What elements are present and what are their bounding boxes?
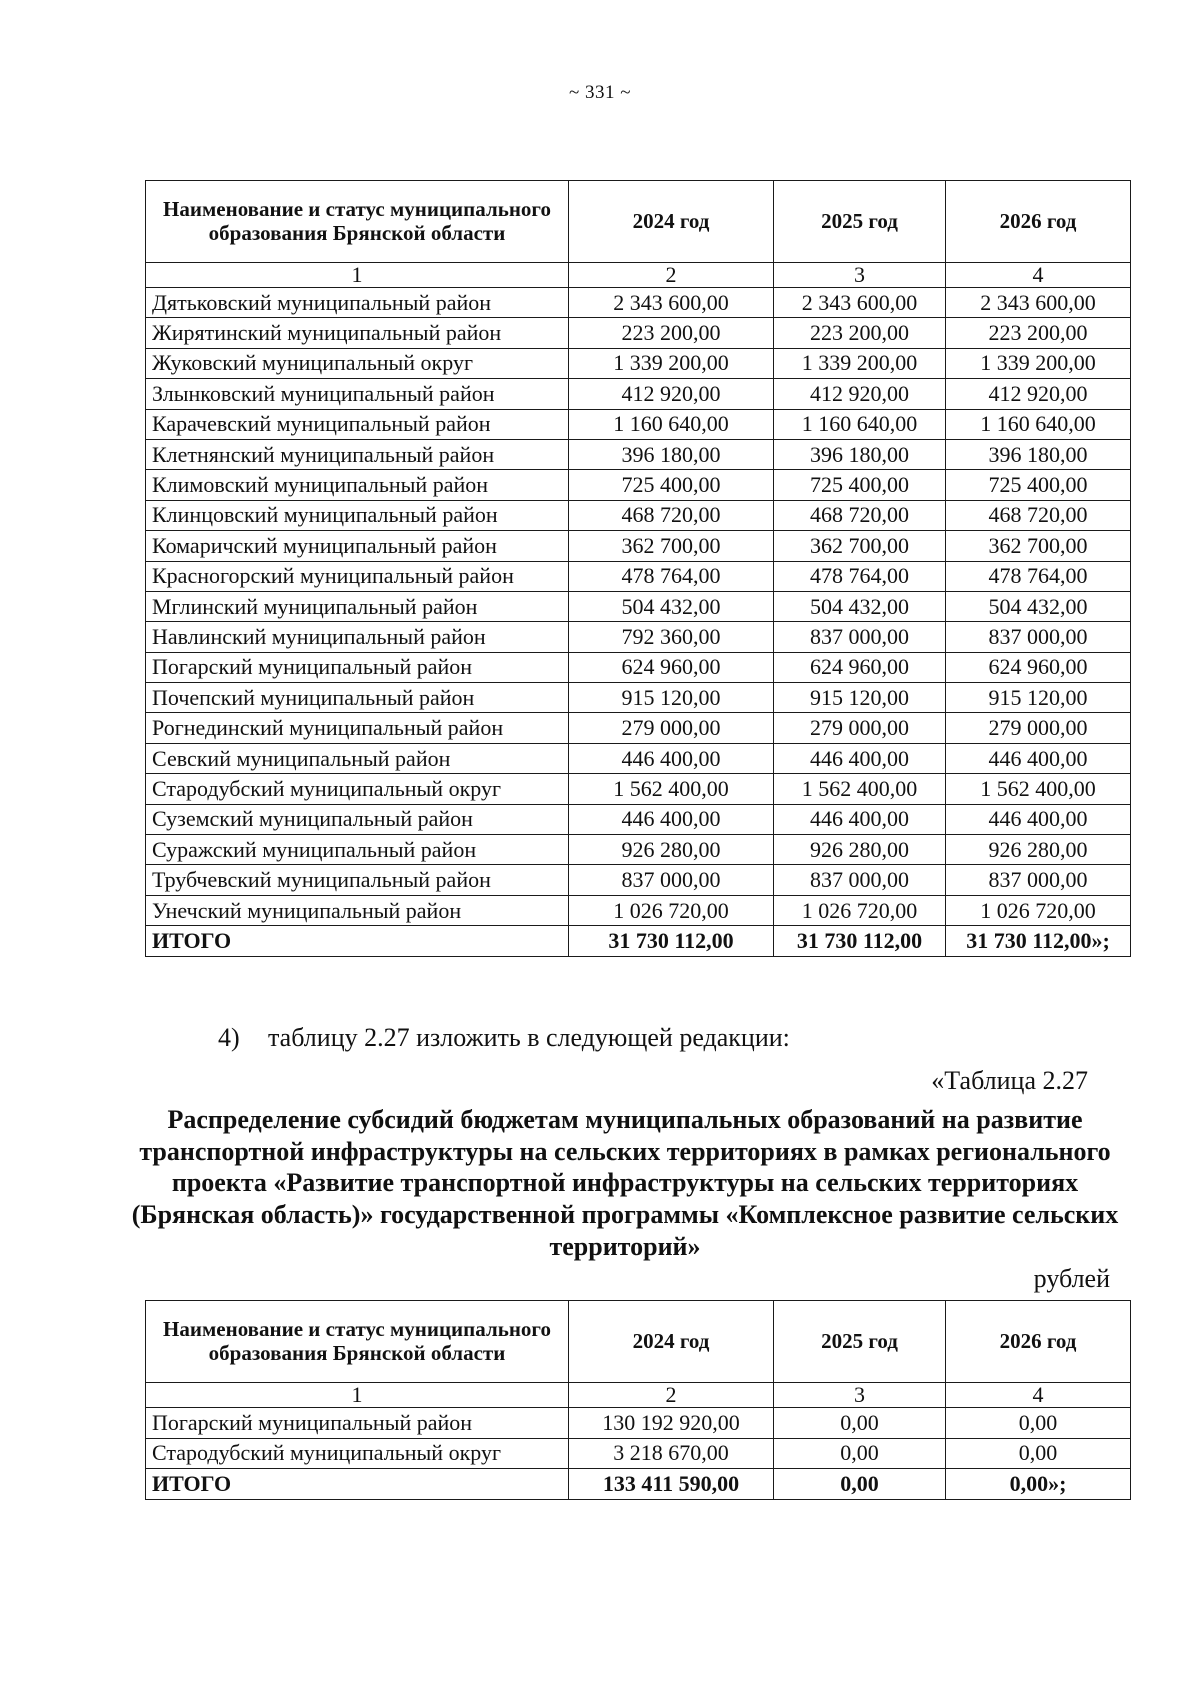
value-2026-cell: 1 026 720,00 <box>946 895 1131 925</box>
value-2026-cell: 468 720,00 <box>946 500 1131 530</box>
value-2024-cell: 926 280,00 <box>569 835 774 865</box>
table-row <box>146 409 1131 439</box>
value-2026-cell: 1 562 400,00 <box>946 774 1131 804</box>
column-number: 1 <box>146 263 569 288</box>
value-2026-cell: 0,00 <box>946 1408 1131 1439</box>
column-header-2026: 2026 год <box>946 181 1131 263</box>
value-2024-cell: 1 562 400,00 <box>569 774 774 804</box>
value-2025-cell: 504 432,00 <box>774 591 946 621</box>
value-2026-cell: 396 180,00 <box>946 439 1131 469</box>
value-2024-cell: 133 411 590,00 <box>569 1469 774 1500</box>
value-2025-cell: 468 720,00 <box>774 500 946 530</box>
value-2025-cell: 478 764,00 <box>774 561 946 591</box>
column-number: 2 <box>569 263 774 288</box>
table-row <box>146 531 1131 561</box>
value-2024-cell: 478 764,00 <box>569 561 774 591</box>
column-number: 2 <box>569 1383 774 1408</box>
value-2025-cell: 1 562 400,00 <box>774 774 946 804</box>
municipality-name-cell: Клинцовский муниципальный район <box>146 500 569 530</box>
table-row <box>146 895 1131 925</box>
table-row <box>146 743 1131 773</box>
page-number: ~ 331 ~ <box>568 82 632 103</box>
value-2025-cell: 0,00 <box>774 1469 946 1500</box>
municipality-name-cell: Комаричский муниципальный район <box>146 531 569 561</box>
value-2026-cell: 624 960,00 <box>946 652 1131 682</box>
column-header-2026: 2026 год <box>946 1301 1131 1383</box>
value-2026-cell: 31 730 112,00»; <box>946 926 1131 956</box>
value-2025-cell: 0,00 <box>774 1408 946 1439</box>
column-number: 3 <box>774 1383 946 1408</box>
value-2025-cell: 0,00 <box>774 1438 946 1469</box>
municipality-name-cell: Красногорский муниципальный район <box>146 561 569 591</box>
value-2025-cell: 446 400,00 <box>774 743 946 773</box>
municipality-name-cell: Трубчевский муниципальный район <box>146 865 569 895</box>
table-label: «Таблица 2.27 <box>931 1066 1088 1095</box>
value-2025-cell: 837 000,00 <box>774 865 946 895</box>
column-number-row <box>146 1383 1131 1408</box>
column-number: 4 <box>946 1383 1131 1408</box>
value-2025-cell: 2 343 600,00 <box>774 288 946 318</box>
value-2026-cell: 837 000,00 <box>946 865 1131 895</box>
table-row <box>146 470 1131 500</box>
value-2025-cell: 412 920,00 <box>774 379 946 409</box>
value-2025-cell: 223 200,00 <box>774 318 946 348</box>
municipality-name-cell: Стародубский муниципальный округ <box>146 774 569 804</box>
value-2025-cell: 396 180,00 <box>774 439 946 469</box>
value-2026-cell: 1 339 200,00 <box>946 348 1131 378</box>
value-2025-cell: 926 280,00 <box>774 835 946 865</box>
value-2024-cell: 792 360,00 <box>569 622 774 652</box>
municipality-name-cell: Жирятинский муниципальный район <box>146 318 569 348</box>
column-header-name: Наименование и статус муниципального образования Брянской области <box>146 1301 569 1383</box>
municipality-name-cell: Жуковский муниципальный округ <box>146 348 569 378</box>
total-row <box>146 926 1131 956</box>
table-row <box>146 500 1131 530</box>
value-2026-cell: 279 000,00 <box>946 713 1131 743</box>
value-2024-cell: 725 400,00 <box>569 470 774 500</box>
table-row <box>146 591 1131 621</box>
value-2025-cell: 1 160 640,00 <box>774 409 946 439</box>
column-header-name: Наименование и статус муниципального образования Брянской области <box>146 181 569 263</box>
municipality-name-cell: ИТОГО <box>146 1469 569 1500</box>
table-row <box>146 652 1131 682</box>
table-row <box>146 683 1131 713</box>
value-2024-cell: 279 000,00 <box>569 713 774 743</box>
municipality-name-cell: Унечский муниципальный район <box>146 895 569 925</box>
municipality-name-cell: Мглинский муниципальный район <box>146 591 569 621</box>
value-2024-cell: 837 000,00 <box>569 865 774 895</box>
instruction-number: 4) <box>218 1023 240 1052</box>
value-2025-cell: 624 960,00 <box>774 652 946 682</box>
value-2024-cell: 1 026 720,00 <box>569 895 774 925</box>
municipality-name-cell: Навлинский муниципальный район <box>146 622 569 652</box>
value-2026-cell: 926 280,00 <box>946 835 1131 865</box>
municipality-name-cell: Карачевский муниципальный район <box>146 409 569 439</box>
column-number: 4 <box>946 263 1131 288</box>
value-2026-cell: 223 200,00 <box>946 318 1131 348</box>
column-number: 1 <box>146 1383 569 1408</box>
value-2024-cell: 130 192 920,00 <box>569 1408 774 1439</box>
value-2026-cell: 504 432,00 <box>946 591 1131 621</box>
municipality-name-cell: Стародубский муниципальный округ <box>146 1438 569 1469</box>
value-2026-cell: 412 920,00 <box>946 379 1131 409</box>
table-title: Распределение субсидий бюджетам муниципальных образований на развитие транспортной инфраструктуры на сельских территориях в рамках регионального проекта «Развитие транспортной инфраструктуры на сельских территориях (Брянская область)» государственной программы «Комплексное развитие сельских территорий» <box>131 1105 1119 1261</box>
table-row <box>146 439 1131 469</box>
table-row <box>146 774 1131 804</box>
value-2024-cell: 446 400,00 <box>569 743 774 773</box>
value-2025-cell: 446 400,00 <box>774 804 946 834</box>
column-header-2024: 2024 год <box>569 1301 774 1383</box>
municipality-name-cell: Суражский муниципальный район <box>146 835 569 865</box>
municipality-name-cell: Рогнединский муниципальный район <box>146 713 569 743</box>
subsidy-table-transport <box>145 1300 1131 1500</box>
table-row <box>146 804 1131 834</box>
value-2026-cell: 362 700,00 <box>946 531 1131 561</box>
municipality-name-cell: ИТОГО <box>146 926 569 956</box>
value-2025-cell: 725 400,00 <box>774 470 946 500</box>
value-2026-cell: 1 160 640,00 <box>946 409 1131 439</box>
value-2026-cell: 446 400,00 <box>946 804 1131 834</box>
total-row <box>146 1469 1131 1500</box>
value-2025-cell: 1 339 200,00 <box>774 348 946 378</box>
column-number-row <box>146 263 1131 288</box>
instruction-line <box>218 1023 790 1053</box>
table-row <box>146 348 1131 378</box>
unit-label: рублей <box>1033 1264 1110 1293</box>
value-2025-cell: 31 730 112,00 <box>774 926 946 956</box>
table-row <box>146 288 1131 318</box>
value-2025-cell: 837 000,00 <box>774 622 946 652</box>
table-row <box>146 1408 1131 1439</box>
table-header-row <box>146 181 1131 263</box>
column-header-2025: 2025 год <box>774 181 946 263</box>
table-row <box>146 835 1131 865</box>
column-header-2024: 2024 год <box>569 181 774 263</box>
value-2024-cell: 915 120,00 <box>569 683 774 713</box>
table-row <box>146 865 1131 895</box>
municipality-name-cell: Погарский муниципальный район <box>146 652 569 682</box>
value-2024-cell: 624 960,00 <box>569 652 774 682</box>
column-header-2025: 2025 год <box>774 1301 946 1383</box>
value-2025-cell: 915 120,00 <box>774 683 946 713</box>
value-2026-cell: 725 400,00 <box>946 470 1131 500</box>
instruction-text: таблицу 2.27 изложить в следующей редакции: <box>268 1023 790 1052</box>
table-row <box>146 1438 1131 1469</box>
municipality-name-cell: Суземский муниципальный район <box>146 804 569 834</box>
table-row <box>146 713 1131 743</box>
municipality-name-cell: Дятьковский муниципальный район <box>146 288 569 318</box>
value-2024-cell: 396 180,00 <box>569 439 774 469</box>
municipality-name-cell: Климовский муниципальный район <box>146 470 569 500</box>
table-row <box>146 622 1131 652</box>
municipality-name-cell: Злынковский муниципальный район <box>146 379 569 409</box>
subsidy-table-main <box>145 180 1131 957</box>
value-2026-cell: 0,00»; <box>946 1469 1131 1500</box>
value-2026-cell: 837 000,00 <box>946 622 1131 652</box>
value-2026-cell: 478 764,00 <box>946 561 1131 591</box>
value-2024-cell: 1 339 200,00 <box>569 348 774 378</box>
value-2026-cell: 2 343 600,00 <box>946 288 1131 318</box>
table-header-row <box>146 1301 1131 1383</box>
value-2024-cell: 1 160 640,00 <box>569 409 774 439</box>
value-2024-cell: 412 920,00 <box>569 379 774 409</box>
value-2024-cell: 446 400,00 <box>569 804 774 834</box>
table-row <box>146 318 1131 348</box>
value-2024-cell: 468 720,00 <box>569 500 774 530</box>
value-2026-cell: 0,00 <box>946 1438 1131 1469</box>
value-2024-cell: 362 700,00 <box>569 531 774 561</box>
municipality-name-cell: Почепский муниципальный район <box>146 683 569 713</box>
municipality-name-cell: Севский муниципальный район <box>146 743 569 773</box>
value-2024-cell: 3 218 670,00 <box>569 1438 774 1469</box>
value-2024-cell: 31 730 112,00 <box>569 926 774 956</box>
column-number: 3 <box>774 263 946 288</box>
value-2026-cell: 446 400,00 <box>946 743 1131 773</box>
value-2026-cell: 915 120,00 <box>946 683 1131 713</box>
value-2024-cell: 223 200,00 <box>569 318 774 348</box>
value-2025-cell: 1 026 720,00 <box>774 895 946 925</box>
municipality-name-cell: Клетнянский муниципальный район <box>146 439 569 469</box>
value-2025-cell: 279 000,00 <box>774 713 946 743</box>
value-2024-cell: 504 432,00 <box>569 591 774 621</box>
value-2024-cell: 2 343 600,00 <box>569 288 774 318</box>
municipality-name-cell: Погарский муниципальный район <box>146 1408 569 1439</box>
table-row <box>146 561 1131 591</box>
table-row <box>146 379 1131 409</box>
value-2025-cell: 362 700,00 <box>774 531 946 561</box>
